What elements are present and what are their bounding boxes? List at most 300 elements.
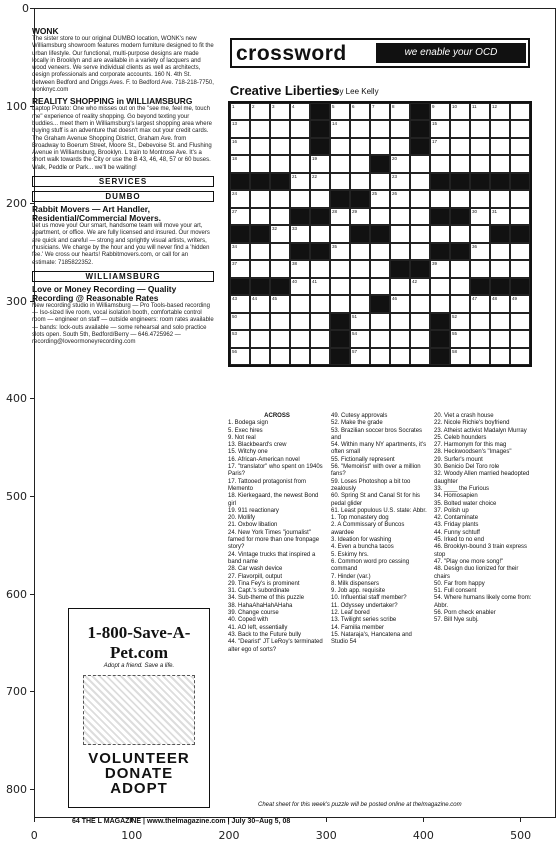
grid-cell[interactable]: 52 (450, 313, 470, 330)
clue: 23. Atheist activist Madalyn Murray (434, 427, 527, 434)
grid-cell[interactable] (430, 190, 450, 207)
black-square (250, 278, 270, 295)
grid-cell[interactable] (350, 295, 370, 312)
love-body: New recording studio in Williamsburg — Pro Tools-based recording — Iso-sized live room, vocal isolation booth, comfortable control room — engineer on staff — outside engineers: room rates available — bands: lock-outs available — some rehearsal and solo practice slots open. South 5th, Bedford/Berry — 646.4725962 — recording@loveormoneyrecording.com (32, 302, 214, 346)
grid-cell[interactable] (250, 208, 270, 225)
grid-cell[interactable]: 40 (290, 278, 310, 295)
left-column (32, 24, 214, 347)
grid-cell[interactable]: 58 (450, 348, 470, 365)
grid-cell[interactable] (470, 138, 490, 155)
grid-cell[interactable] (490, 120, 510, 137)
services-bar: SERVICES (32, 176, 214, 187)
grid-cell[interactable] (510, 330, 530, 347)
black-square (510, 278, 530, 295)
grid-cell[interactable] (290, 330, 310, 347)
grid-cell[interactable] (330, 138, 350, 155)
crossword-header (230, 38, 530, 68)
clue: 12. Leaf bored (331, 610, 370, 617)
grid-cell[interactable] (490, 313, 510, 330)
grid-cell[interactable]: 10 (450, 103, 470, 120)
black-square (290, 208, 310, 225)
grid-cell[interactable] (410, 313, 430, 330)
grid-cell[interactable] (270, 243, 290, 260)
clue: 1. Bodega sign (228, 420, 269, 427)
clue: 60. Spring St and Canal St for his pedal glider (331, 493, 421, 507)
clue: 31. Capt.'s subordinate (228, 588, 290, 595)
grid-cell[interactable] (510, 120, 530, 137)
clue: 42. Contaminate (434, 515, 479, 522)
black-square (450, 243, 470, 260)
black-square (410, 103, 430, 120)
grid-cell[interactable]: 35 (330, 243, 350, 260)
grid-cell[interactable] (250, 260, 270, 277)
grid-cell[interactable] (270, 155, 290, 172)
reality-body: Laptop Potato: One who misses out on the "see me, feel me, touch me" experience of reality shopping. Go beyond texting your buddies... meet them in Williamsburg's largest shopping area where buying stuff is an adventure that doesn't max out your credit cards. The Graham Avenue Shopping District, Graham Ave. from Broadway to Boerum Street, Moore St., Debevoise St. and Flushing Avenue in Williamsburg, Brooklyn. L train to Montrose Ave. It's a short walk towards the City or use the B 43, 46, 48, 57 or 60 buses. Walk, Peddle or Park... we'll be waiting! (32, 106, 212, 171)
grid-cell[interactable] (310, 295, 330, 312)
grid-cell[interactable]: 38 (290, 260, 310, 277)
grid-cell[interactable]: 34 (230, 243, 250, 260)
clue: 15. Nataraja's, Hancatena and Studio 54 (331, 631, 412, 646)
ad-adopt: ADOPT (110, 780, 168, 797)
grid-cell[interactable] (270, 260, 290, 277)
grid-cell[interactable] (510, 138, 530, 155)
grid-cell[interactable]: 17 (430, 138, 450, 155)
crossword-word: crossword (236, 42, 347, 65)
black-square (330, 190, 350, 207)
clue: 43. Back to the Future bully (228, 631, 302, 638)
grid-cell[interactable] (350, 243, 370, 260)
grid-cell[interactable] (310, 330, 330, 347)
grid-cell[interactable]: 22 (310, 173, 330, 190)
grid-cell[interactable]: 15 (430, 120, 450, 137)
grid-cell[interactable] (390, 243, 410, 260)
ad-slogan: Adopt a friend. Save a life. (103, 663, 175, 669)
grid-cell[interactable] (270, 208, 290, 225)
grid-cell[interactable]: 19 (310, 155, 330, 172)
grid-cell[interactable] (370, 120, 390, 137)
grid-cell[interactable] (490, 330, 510, 347)
grid-cell[interactable]: 53 (230, 330, 250, 347)
clue: 28. Heckwoodsen's "Images" (434, 449, 512, 456)
grid-cell[interactable] (310, 348, 330, 365)
black-square (410, 138, 430, 155)
grid-cell[interactable]: 28 (330, 208, 350, 225)
grid-cell[interactable] (510, 313, 530, 330)
x-tick-label: 100 (121, 829, 143, 842)
grid-cell[interactable] (290, 295, 310, 312)
grid-cell[interactable] (290, 313, 310, 330)
grid-cell[interactable] (390, 225, 410, 242)
grid-cell[interactable]: 36 (470, 243, 490, 260)
grid-cell[interactable] (410, 208, 430, 225)
black-square (310, 138, 330, 155)
clue: 39. Change course (228, 610, 279, 617)
grid-cell[interactable] (450, 190, 470, 207)
grid-cell[interactable]: 51 (350, 313, 370, 330)
black-square (310, 208, 330, 225)
grid-cell[interactable] (450, 260, 470, 277)
clue: 5. Eskimy hrs. (331, 551, 369, 558)
black-square (370, 295, 390, 312)
grid-cell[interactable] (250, 313, 270, 330)
grid-cell[interactable] (370, 208, 390, 225)
y-tick-label: 800 (6, 782, 27, 796)
grid-cell[interactable]: 4 (290, 103, 310, 120)
grid-cell[interactable] (510, 348, 530, 365)
grid-cell[interactable] (270, 313, 290, 330)
grid-cell[interactable]: 47 (470, 295, 490, 312)
grid-cell[interactable]: 3 (270, 103, 290, 120)
black-square (250, 225, 270, 242)
grid-cell[interactable] (470, 190, 490, 207)
grid-cell[interactable]: 9 (430, 103, 450, 120)
grid-cell[interactable] (370, 138, 390, 155)
black-square (370, 225, 390, 242)
black-square (430, 208, 450, 225)
grid-cell[interactable] (270, 120, 290, 137)
grid-cell[interactable]: 16 (230, 138, 250, 155)
grid-cell[interactable] (350, 155, 370, 172)
clue: 59. Loses Photoshop a bit too zealously (331, 478, 411, 492)
grid-cell[interactable] (290, 155, 310, 172)
grid-cell[interactable] (250, 155, 270, 172)
clue: 34. Homosapien (434, 493, 478, 500)
grid-cell[interactable] (270, 330, 290, 347)
crossword-title: Creative Liberties (230, 83, 340, 98)
clue: 51. Full consent (434, 588, 477, 595)
black-square (450, 208, 470, 225)
grid-cell[interactable] (250, 348, 270, 365)
grid-cell[interactable] (390, 348, 410, 365)
page-footer: 64 THE L MAGAZINE | www.thelmagazine.com | July 30–Aug 5, 08 (72, 818, 291, 825)
grid-cell[interactable]: 1 (230, 103, 250, 120)
grid-cell[interactable] (290, 120, 310, 137)
grid-cell[interactable]: 5 (330, 103, 350, 120)
black-square (490, 278, 510, 295)
clue: 24. New York Times "journalist" famed for more than one fronpage story? (228, 529, 320, 551)
grid-cell[interactable] (450, 120, 470, 137)
grid-cell[interactable] (370, 330, 390, 347)
clue: 11. Odyssey undertaker? (331, 602, 398, 609)
grid-cell[interactable] (270, 138, 290, 155)
clue: 35. Bolted water choice (434, 500, 497, 507)
grid-cell[interactable] (470, 120, 490, 137)
grid-cell[interactable] (490, 260, 510, 277)
grid-cell[interactable]: 41 (310, 278, 330, 295)
grid-cell[interactable] (250, 330, 270, 347)
grid-cell[interactable] (470, 225, 490, 242)
grid-cell[interactable] (490, 138, 510, 155)
clue: 52. Make the grade (331, 420, 383, 427)
clue: 27. Harmonym for this mag (434, 442, 507, 449)
black-square (430, 243, 450, 260)
black-square (410, 120, 430, 137)
clue: 43. Friday plants (434, 522, 479, 529)
clue: 17. Tattooed protagonist from Memento (228, 478, 306, 492)
grid-cell[interactable] (410, 155, 430, 172)
grid-cell[interactable] (310, 190, 330, 207)
grid-cell[interactable] (330, 260, 350, 277)
grid-cell[interactable] (370, 260, 390, 277)
grid-cell[interactable] (390, 138, 410, 155)
grid-cell[interactable]: 29 (350, 208, 370, 225)
grid-cell[interactable] (510, 208, 530, 225)
grid-cell[interactable]: 56 (230, 348, 250, 365)
clue-column-3 (434, 413, 532, 625)
grid-cell[interactable]: 18 (230, 155, 250, 172)
clue: 16. African-American novel (228, 456, 300, 463)
grid-cell[interactable]: 32 (270, 225, 290, 242)
grid-cell[interactable] (510, 103, 530, 120)
clue: 54. Where humans likely come from: Abbr. (434, 595, 532, 609)
grid-cell[interactable] (370, 278, 390, 295)
y-tick-mark (30, 594, 34, 595)
grid-cell[interactable] (350, 278, 370, 295)
grid-cell[interactable]: 14 (330, 120, 350, 137)
grid-cell[interactable] (370, 173, 390, 190)
grid-cell[interactable] (350, 120, 370, 137)
grid-cell[interactable] (490, 190, 510, 207)
dumbo-bar: DUMBO (32, 191, 214, 202)
grid-cell[interactable] (310, 225, 330, 242)
clue: 6. Common word pro cessing command (331, 558, 410, 573)
grid-cell[interactable] (410, 348, 430, 365)
black-square (410, 260, 430, 277)
grid-cell[interactable] (490, 155, 510, 172)
grid-cell[interactable]: 25 (370, 190, 390, 207)
grid-cell[interactable]: 11 (470, 103, 490, 120)
grid-cell[interactable] (330, 173, 350, 190)
rabbit-label: Rabbit Movers — Art Handler, Residential/Commercial Movers. (32, 204, 161, 224)
grid-cell[interactable] (390, 330, 410, 347)
grid-cell[interactable]: 12 (490, 103, 510, 120)
grid-cell[interactable] (410, 190, 430, 207)
black-square (230, 225, 250, 242)
grid-cell[interactable] (330, 295, 350, 312)
black-square (330, 313, 350, 330)
grid-cell[interactable]: 44 (250, 295, 270, 312)
black-square (350, 225, 370, 242)
grid-cell[interactable] (350, 138, 370, 155)
grid-cell[interactable]: 21 (290, 173, 310, 190)
grid-cell[interactable] (410, 295, 430, 312)
clue: 49. Cutesy approvals (331, 413, 388, 419)
grid-cell[interactable]: 7 (370, 103, 390, 120)
black-square (290, 243, 310, 260)
black-square (230, 278, 250, 295)
grid-cell[interactable]: 13 (230, 120, 250, 137)
grid-cell[interactable] (410, 173, 430, 190)
y-tick-mark (30, 691, 34, 692)
clue: 5. Exec hires (228, 427, 263, 434)
clue: 54. Within many NY apartments, it's often small (331, 442, 427, 456)
x-tick-label: 400 (412, 829, 434, 842)
grid-cell[interactable]: 42 (410, 278, 430, 295)
ad-donate: DONATE (104, 765, 174, 782)
grid-cell[interactable] (290, 190, 310, 207)
grid-cell[interactable]: 45 (270, 295, 290, 312)
grid-cell[interactable]: 39 (430, 260, 450, 277)
clue: 46. Brooklyn-bound 3 train express stop (434, 544, 528, 558)
grid-cell[interactable] (410, 330, 430, 347)
y-tick-mark (30, 789, 34, 790)
grid-cell[interactable] (510, 243, 530, 260)
grid-cell[interactable] (510, 155, 530, 172)
grid-cell[interactable]: 55 (450, 330, 470, 347)
grid-cell[interactable] (350, 260, 370, 277)
grid-cell[interactable] (290, 138, 310, 155)
clue: 2. A Commissary of Buncos awardee (331, 522, 405, 536)
grid-cell[interactable]: 57 (350, 348, 370, 365)
grid-cell[interactable] (430, 278, 450, 295)
black-square (430, 173, 450, 190)
x-tick-mark (326, 818, 327, 822)
grid-cell[interactable]: 2 (250, 103, 270, 120)
grid-cell[interactable]: 49 (510, 295, 530, 312)
clue: 9. Not real (228, 434, 256, 441)
black-square (250, 173, 270, 190)
grid-cell[interactable] (470, 330, 490, 347)
grid-cell[interactable]: 33 (290, 225, 310, 242)
grid-cell[interactable] (390, 313, 410, 330)
clue: 29. Surfer's mount (434, 456, 483, 463)
y-tick-label: 300 (6, 294, 27, 308)
clue: 7. Hinder (var.) (331, 573, 371, 580)
grid-cell[interactable] (350, 173, 370, 190)
grid-cell[interactable] (430, 225, 450, 242)
cheat-sheet-note: Cheat sheet for this week's puzzle will be posted online at thelmagazine.com (258, 802, 462, 808)
x-tick-mark (520, 818, 521, 822)
grid-cell[interactable] (290, 348, 310, 365)
grid-cell[interactable]: 46 (390, 295, 410, 312)
grid-cell[interactable] (450, 295, 470, 312)
grid-cell[interactable]: 48 (490, 295, 510, 312)
grid-cell[interactable] (390, 278, 410, 295)
black-square (350, 190, 370, 207)
grid-cell[interactable] (470, 260, 490, 277)
x-tick-label: 0 (30, 829, 38, 842)
clue: 1. Top monastery dog (331, 515, 389, 522)
grid-cell[interactable]: 30 (470, 208, 490, 225)
clue: 8. Milk dispensers (331, 580, 380, 587)
clue: 20. Viet a crash house (434, 413, 494, 419)
y-tick-label: 200 (6, 197, 27, 211)
grid-cell[interactable] (370, 313, 390, 330)
grid-cell[interactable] (270, 190, 290, 207)
grid-cell[interactable] (450, 138, 470, 155)
y-tick-label: 600 (6, 587, 27, 601)
grid-cell[interactable] (510, 190, 530, 207)
across-heading: ACROSS (264, 413, 290, 419)
grid-cell[interactable] (450, 278, 470, 295)
grid-cell[interactable]: 23 (390, 173, 410, 190)
black-square (510, 173, 530, 190)
grid-cell[interactable] (250, 138, 270, 155)
wonk-label: WONK (32, 26, 59, 36)
grid-cell[interactable] (330, 278, 350, 295)
grid-cell[interactable] (470, 313, 490, 330)
grid-cell[interactable] (370, 348, 390, 365)
clue: 56. "Memoirist" with over a million fans? (331, 464, 421, 478)
y-tick-label: 0 (22, 2, 29, 15)
x-tick-mark (34, 818, 35, 822)
clue: 18. Kierkegaard, the newest Bond girl (228, 493, 319, 507)
clue: 25. Celeb hounders (434, 434, 487, 441)
williamsburg-bar: WILLIAMSBURG (32, 271, 214, 282)
grid-cell[interactable] (430, 155, 450, 172)
black-square (490, 173, 510, 190)
clue: 33. ____ the Furious (434, 485, 490, 492)
grid-cell[interactable] (310, 260, 330, 277)
grid-cell[interactable]: 54 (350, 330, 370, 347)
grid-cell[interactable] (490, 243, 510, 260)
grid-cell[interactable] (450, 225, 470, 242)
grid-cell[interactable] (510, 260, 530, 277)
grid-cell[interactable] (410, 243, 430, 260)
grid-cell[interactable] (470, 155, 490, 172)
clue: 57. Bill Nye subj. (434, 617, 479, 624)
grid-cell[interactable] (390, 120, 410, 137)
grid-cell[interactable]: 37 (230, 260, 250, 277)
clue: 21. Oxbow libation (228, 522, 278, 529)
clue: 50. Far from happy (434, 580, 485, 587)
grid-cell[interactable]: 6 (350, 103, 370, 120)
grid-cell[interactable] (470, 348, 490, 365)
clue: 34. Sub-theme of this puzzle (228, 595, 305, 602)
black-square (470, 278, 490, 295)
grid-cell[interactable]: 31 (490, 208, 510, 225)
grid-cell[interactable] (250, 120, 270, 137)
grid-cell[interactable] (370, 243, 390, 260)
clue-column-1 (228, 413, 326, 654)
y-tick-mark (30, 496, 34, 497)
grid-cell[interactable] (250, 243, 270, 260)
y-tick-mark (30, 398, 34, 399)
grid-cell[interactable] (490, 348, 510, 365)
grid-cell[interactable]: 26 (390, 190, 410, 207)
grid-cell[interactable] (390, 208, 410, 225)
clue: 17. "translator" who spent on 1940s Paris? (228, 464, 323, 478)
grid-cell[interactable] (410, 225, 430, 242)
grid-cell[interactable] (330, 225, 350, 242)
y-tick-label: 100 (6, 99, 27, 113)
grid-cell[interactable] (250, 190, 270, 207)
grid-cell[interactable]: 50 (230, 313, 250, 330)
save-a-pet-ad (68, 608, 210, 808)
grid-cell[interactable]: 8 (390, 103, 410, 120)
clue: 22. Nicole Richie's boyfriend (434, 420, 510, 427)
rabbit-body: Let us move you! Our smart, handsome team will move your art, apartment, or office. We are fully licensed and insured. Our movers are quick and careful — strong and sprightly visual artists, writers, musicians. We charge by the hour and you will never find a 'hidden fee.' We cross our hearts! Rabbitmovers.com, or call for an estimate: 7185822352. (32, 223, 210, 266)
y-tick-label: 500 (6, 489, 27, 503)
grid-cell[interactable]: 27 (230, 208, 250, 225)
grid-cell[interactable]: 43 (230, 295, 250, 312)
black-square (490, 225, 510, 242)
love-label: Love or Money Recording — Quality Recording @ Reasonable Rates (32, 283, 177, 303)
grid-cell[interactable] (330, 155, 350, 172)
grid-cell[interactable]: 20 (390, 155, 410, 172)
grid-cell[interactable] (430, 295, 450, 312)
black-square (450, 173, 470, 190)
black-square (310, 243, 330, 260)
grid-cell[interactable]: 24 (230, 190, 250, 207)
black-square (330, 348, 350, 365)
grid-cell[interactable] (270, 348, 290, 365)
clue: 41. AO left, essentially (228, 624, 288, 631)
grid-cell[interactable] (450, 155, 470, 172)
grid-cell[interactable] (310, 313, 330, 330)
clue: 53. Brazilian soccer bros Socrates and (331, 427, 423, 441)
clue: 19. 911 reactionary (228, 507, 279, 514)
